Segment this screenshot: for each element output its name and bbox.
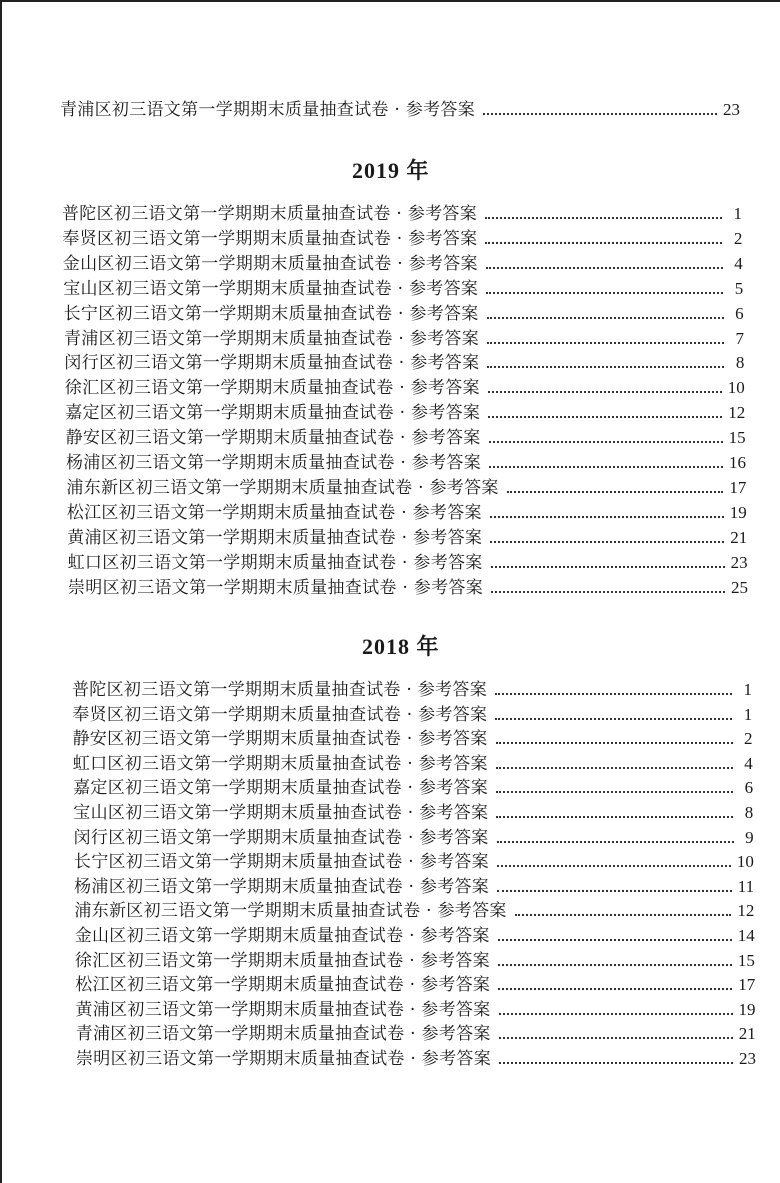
toc-entry-title: 嘉定区初三语文第一学期期末质量抽查试卷 · 参考答案	[65, 403, 481, 424]
toc-entry-top	[60, 98, 740, 120]
toc-entry-page: 4	[734, 253, 743, 273]
toc-entry	[67, 501, 747, 523]
toc-entry-page: 9	[745, 827, 754, 847]
section-heading-2019: 2019 年	[352, 158, 430, 183]
toc-entry	[62, 227, 742, 249]
toc-entry-title: 闵行区初三语文第一学期期末质量抽查试卷 · 参考答案	[64, 353, 480, 374]
toc-entry-page: 11	[737, 876, 755, 896]
toc-entry	[76, 1047, 756, 1069]
toc-entry-title: 松江区初三语文第一学期期末质量抽查试卷 · 参考答案	[66, 502, 482, 523]
toc-entry-page: 17	[738, 975, 756, 995]
toc-entry-page: 16	[729, 453, 746, 472]
toc-entry	[67, 526, 747, 548]
dot-leader	[496, 767, 733, 769]
dot-leader	[497, 841, 734, 843]
toc-entry-page: 1	[733, 204, 742, 223]
toc-entry-page: 1	[743, 704, 753, 724]
toc-entry-title: 浦东新区初三语文第一学期期末质量抽查试卷 · 参考答案	[74, 901, 507, 922]
toc-entry-page: 23	[723, 100, 740, 119]
top-border-line	[0, 0, 780, 2]
toc-entry-title: 青浦区初三语文第一学期期末质量抽查试卷 · 参考答案	[75, 1024, 491, 1045]
toc-entry	[74, 850, 754, 872]
toc-entry	[65, 376, 745, 398]
toc-entry-title: 虹口区初三语文第一学期期末质量抽查试卷 · 参考答案	[72, 753, 488, 774]
dot-leader	[495, 693, 732, 695]
toc-entry-page: 15	[728, 428, 746, 448]
section-heading-2018: 2018 年	[362, 634, 440, 659]
toc-entry	[76, 998, 756, 1020]
toc-entry-page: 10	[727, 378, 745, 398]
dot-leader	[488, 416, 722, 418]
toc-entry	[68, 576, 748, 598]
dot-leader	[490, 516, 724, 518]
toc-entry-page: 19	[738, 999, 756, 1019]
toc-entry-title: 宝山区初三语文第一学期期末质量抽查试卷 · 参考答案	[73, 803, 489, 823]
dot-leader	[489, 441, 723, 443]
dot-leader	[499, 1013, 733, 1015]
dot-leader	[496, 816, 733, 818]
toc-entry-page: 14	[737, 926, 755, 945]
dot-leader	[491, 591, 725, 593]
toc-entry-page: 21	[738, 1024, 756, 1044]
toc-entry	[73, 776, 753, 798]
toc-entry	[64, 327, 744, 349]
toc-entry-title: 黄浦区初三语文第一学期期末质量抽查试卷 · 参考答案	[75, 999, 491, 1020]
toc-entry	[68, 551, 748, 573]
toc-entry	[74, 899, 754, 921]
toc-entry-page: 17	[729, 477, 747, 497]
toc-entry-title: 虹口区初三语文第一学期期末质量抽查试卷 · 参考答案	[67, 552, 483, 573]
toc-entry-title: 崇明区初三语文第一学期期末质量抽查试卷 · 参考答案	[76, 1049, 492, 1069]
toc-entry-title: 金山区初三语文第一学期期末质量抽查试卷 · 参考答案	[62, 253, 478, 274]
toc-entry-title: 黄浦区初三语文第一学期期末质量抽查试卷 · 参考答案	[67, 527, 483, 548]
toc-entry-page: 12	[728, 403, 746, 423]
toc-entry	[74, 875, 754, 897]
dot-leader	[490, 541, 724, 543]
toc-entry-page: 6	[735, 303, 744, 323]
dot-leader	[486, 267, 723, 269]
toc-entry-title: 徐汇区初三语文第一学期期末质量抽查试卷 · 参考答案	[64, 378, 480, 399]
toc-entry-page: 2	[733, 228, 743, 248]
dot-leader	[486, 292, 723, 294]
toc-entry	[72, 678, 752, 700]
toc-entry	[73, 801, 753, 823]
toc-entry-title: 奉贤区初三语文第一学期期末质量抽查试卷 · 参考答案	[62, 228, 478, 249]
dot-leader	[498, 964, 732, 966]
dot-leader	[515, 914, 732, 916]
toc-entry-title: 嘉定区初三语文第一学期期末质量抽查试卷 · 参考答案	[73, 778, 489, 799]
toc-entry	[63, 252, 743, 274]
toc-entry	[65, 401, 745, 423]
toc-entry-title: 静安区初三语文第一学期期末质量抽查试卷 · 参考答案	[72, 729, 488, 750]
dot-leader	[491, 566, 725, 568]
toc-entry-page: 12	[737, 901, 755, 921]
toc-entry-page: 1	[743, 680, 752, 699]
dot-leader	[496, 742, 733, 744]
dot-leader	[498, 988, 732, 990]
toc-entry-title: 青浦区初三语文第一学期期末质量抽查试卷 · 参考答案	[64, 328, 480, 349]
toc-entry-page: 8	[744, 803, 754, 822]
toc-entry-title: 松江区初三语文第一学期期末质量抽查试卷 · 参考答案	[75, 975, 491, 996]
toc-entry-title: 普陀区初三语文第一学期期末质量抽查试卷 · 参考答案	[62, 204, 478, 224]
toc-entry-title: 浦东新区初三语文第一学期期末质量抽查试卷 · 参考答案	[66, 477, 499, 498]
toc-entry	[75, 924, 755, 946]
toc-entry	[72, 703, 752, 725]
toc-entry-title: 杨浦区初三语文第一学期期末质量抽查试卷 · 参考答案	[66, 453, 482, 473]
toc-entry	[66, 426, 746, 448]
toc-entry	[64, 302, 744, 324]
toc-entry-title: 长宁区初三语文第一学期期末质量抽查试卷 · 参考答案	[73, 852, 489, 873]
toc-entry-page: 25	[731, 577, 748, 597]
left-border-line	[0, 0, 2, 1183]
toc-entry-page: 4	[744, 753, 753, 773]
toc-entry	[75, 949, 755, 971]
toc-entry	[66, 451, 746, 473]
toc-entry	[75, 973, 755, 995]
dot-leader	[487, 366, 724, 368]
toc-entry-title: 静安区初三语文第一学期期末质量抽查试卷 · 参考答案	[65, 428, 481, 449]
dot-leader	[487, 317, 724, 319]
dot-leader	[487, 342, 724, 344]
toc-entry-page: 7	[735, 328, 744, 348]
dot-leader	[499, 1037, 733, 1039]
toc-entry	[73, 752, 753, 774]
dot-leader	[485, 217, 722, 219]
toc-entry-page: 5	[734, 278, 744, 298]
dot-leader	[497, 865, 731, 867]
toc-entry-title: 奉贤区初三语文第一学期期末质量抽查试卷 · 参考答案	[72, 704, 488, 725]
toc-entry-title: 崇明区初三语文第一学期期末质量抽查试卷 · 参考答案	[68, 577, 484, 598]
dot-leader	[485, 242, 722, 244]
toc-entry-page: 6	[744, 778, 754, 798]
dot-leader	[489, 466, 723, 468]
toc-entry	[74, 826, 754, 848]
toc-entry-page: 15	[737, 950, 755, 970]
toc-entry-title: 金山区初三语文第一学期期末质量抽查试卷 · 参考答案	[74, 926, 490, 946]
toc-entry-page: 19	[729, 502, 747, 522]
dot-leader	[499, 1062, 733, 1064]
dot-leader	[498, 939, 732, 941]
toc-entry-page: 10	[736, 852, 754, 872]
toc-entry-title: 普陀区初三语文第一学期期末质量抽查试卷 · 参考答案	[72, 680, 488, 700]
toc-entry	[62, 202, 742, 224]
toc-entry-page: 23	[739, 1049, 756, 1068]
toc-entry-page: 2	[744, 729, 753, 749]
toc-entry-page: 21	[730, 527, 748, 547]
toc-entry-title: 青浦区初三语文第一学期期末质量抽查试卷 · 参考答案	[60, 100, 476, 120]
dot-leader	[497, 890, 732, 892]
toc-entry	[76, 1022, 756, 1044]
toc-entry-title: 长宁区初三语文第一学期期末质量抽查试卷 · 参考答案	[63, 303, 479, 324]
dot-leader	[507, 491, 724, 493]
dot-leader	[488, 391, 722, 393]
toc-entry-title: 徐汇区初三语文第一学期期末质量抽查试卷 · 参考答案	[74, 950, 490, 971]
toc-entry-title: 宝山区初三语文第一学期期末质量抽查试卷 · 参考答案	[63, 278, 479, 299]
toc-entry-page: 8	[735, 353, 745, 373]
toc-entry-title: 闵行区初三语文第一学期期末质量抽查试卷 · 参考答案	[73, 827, 489, 848]
toc-entry	[63, 277, 743, 299]
toc-entry	[73, 727, 753, 749]
toc-entry-page: 23	[730, 552, 748, 572]
dot-leader	[483, 113, 717, 115]
toc-entry	[64, 351, 744, 373]
toc-entry-title: 杨浦区初三语文第一学期期末质量抽查试卷 · 参考答案	[74, 876, 490, 897]
dot-leader	[496, 791, 733, 793]
dot-leader	[495, 718, 732, 720]
toc-entry	[66, 476, 746, 498]
